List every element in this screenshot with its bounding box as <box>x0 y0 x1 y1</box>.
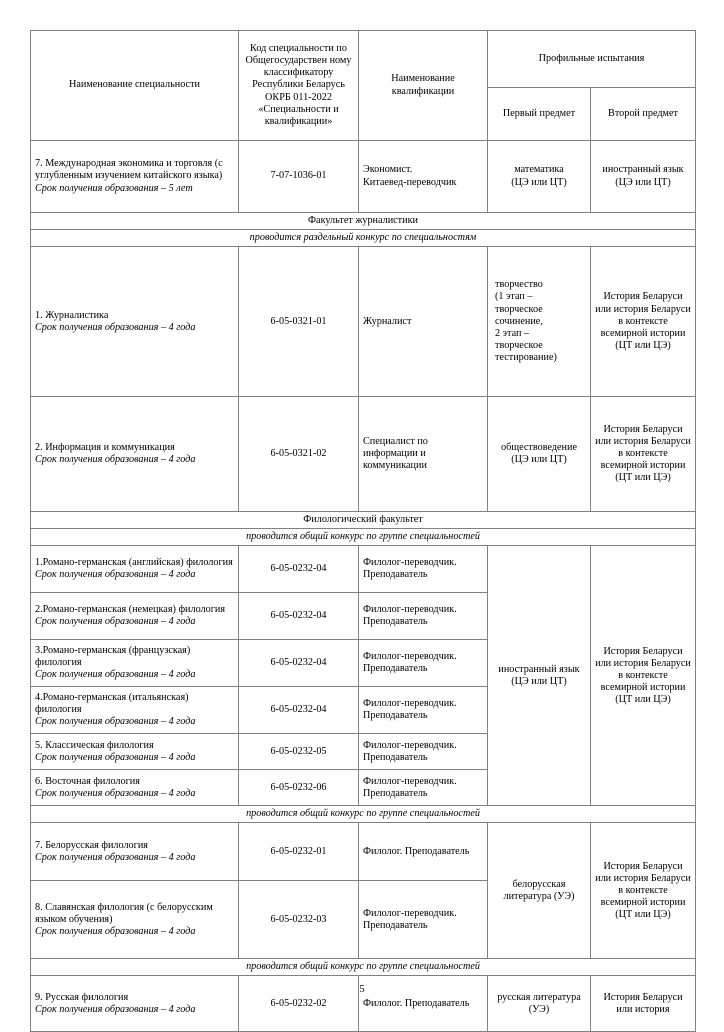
specialty-code-cell: 6-05-0321-02 <box>239 397 359 512</box>
table-row <box>31 546 696 593</box>
header-row-1 <box>31 31 696 88</box>
specialty-code-cell: 6-05-0232-04 <box>239 640 359 687</box>
specialty-name: 8. Славянская филология (с белорусским языком обучения) <box>35 901 213 925</box>
header-second-subject: Второй предмет <box>591 88 696 141</box>
second-subject-cell: История Беларуси или история <box>591 976 696 1032</box>
specialty-code-cell: 6-05-0232-03 <box>239 881 359 959</box>
specialty-cell <box>31 247 239 397</box>
faculty-title: Факультет журналистики <box>31 213 696 230</box>
first-subject-cell: иностранный язык (ЦЭ или ЦТ) <box>488 546 591 806</box>
specialty-name: 1. Журналистика <box>35 309 109 321</box>
faculty-header-row <box>31 512 696 529</box>
specialty-name: 6. Восточная филология <box>35 775 140 787</box>
specialty-code-cell: 6-05-0232-01 <box>239 823 359 881</box>
specialty-name: 7. Международная экономика и торговля (с углубленным изучением китайского языка) <box>35 158 223 182</box>
qualification-cell: Филолог-переводчик. Преподаватель <box>359 640 488 687</box>
faculty-header-row <box>31 213 696 230</box>
table-row <box>31 397 696 512</box>
first-subject-cell: обществоведение (ЦЭ или ЦТ) <box>488 397 591 512</box>
specialty-term: Срок получения образования – 4 года <box>35 616 196 628</box>
table-row <box>31 141 696 213</box>
specialty-term: Срок получения образования – 4 года <box>35 569 196 581</box>
specialty-term: Срок получения образования – 4 года <box>35 787 196 799</box>
faculty-title: Филологический факультет <box>31 512 696 529</box>
specialty-code-cell: 6-05-0321-01 <box>239 247 359 397</box>
contest-note: проводится общий конкурс по группе специальностей <box>31 529 696 546</box>
specialty-name: 7. Белорусская филология <box>35 839 148 851</box>
specialty-term: Срок получения образования – 5 лет <box>35 182 193 194</box>
specialty-name: 2.Романо-германская (немецкая) филология <box>35 604 226 616</box>
qualification-cell: Филолог-переводчик. Преподаватель <box>359 593 488 640</box>
table-row <box>31 247 696 397</box>
second-subject-cell: История Беларуси или история Беларуси в контексте всемирной истории (ЦТ или ЦЭ) <box>591 247 696 397</box>
contest-note-row <box>31 230 696 247</box>
specialty-name: 1.Романо-германская (английская) филология <box>35 557 233 569</box>
specialty-term: Срок получения образования – 4 года <box>35 851 196 863</box>
specialty-term: Срок получения образования – 4 года <box>35 716 196 728</box>
header-specialty-code: Код специальности по Общегосударствен ному классификатору Республики Беларусь ОКРБ 011-2022 «Специальности и квалификации» <box>239 31 359 141</box>
qualification-cell: Филолог-переводчик. Преподаватель <box>359 881 488 959</box>
qualification-cell: Филолог. Преподаватель <box>359 823 488 881</box>
specialty-code-cell: 6-05-0232-04 <box>239 593 359 640</box>
specialty-cell <box>31 593 239 640</box>
specialty-term: Срок получения образования – 4 года <box>35 321 196 333</box>
admission-specialties-table <box>30 30 696 1032</box>
specialty-term: Срок получения образования – 4 года <box>35 1003 196 1015</box>
contest-note-row <box>31 806 696 823</box>
first-subject-cell: белорусская литература (УЭ) <box>488 823 591 959</box>
qualification-cell: Филолог-переводчик. Преподаватель <box>359 770 488 806</box>
specialty-code-cell: 7-07-1036-01 <box>239 141 359 213</box>
contest-note: проводится общий конкурс по группе специальностей <box>31 959 696 976</box>
first-subject-cell: русская литература (УЭ) <box>488 976 591 1032</box>
specialty-term: Срок получения образования – 4 года <box>35 751 196 763</box>
contest-note-row <box>31 529 696 546</box>
specialty-name: 9. Русская филология <box>35 991 129 1003</box>
contest-note: проводится общий конкурс по группе специальностей <box>31 806 696 823</box>
specialty-cell <box>31 141 239 213</box>
specialty-name: 4.Романо-германская (итальянская) филология <box>35 692 189 716</box>
first-subject-cell: творчество (1 этап – творческое сочинение, 2 этап – творческое тестирование) <box>488 247 591 397</box>
specialty-term: Срок получения образования – 4 года <box>35 925 196 937</box>
qualification-cell: Филолог-переводчик. Преподаватель <box>359 687 488 734</box>
table-row <box>31 823 696 881</box>
specialty-code-cell: 6-05-0232-05 <box>239 734 359 770</box>
second-subject-cell: История Беларуси или история Беларуси в контексте всемирной истории (ЦТ или ЦЭ) <box>591 823 696 959</box>
specialty-code-cell: 6-05-0232-04 <box>239 546 359 593</box>
specialty-cell <box>31 881 239 959</box>
specialty-cell <box>31 823 239 881</box>
specialty-name: 5. Классическая филология <box>35 739 154 751</box>
first-subject-cell: математика (ЦЭ или ЦТ) <box>488 141 591 213</box>
header-specialty-name: Наименование специальности <box>31 31 239 141</box>
second-subject-cell: История Беларуси или история Беларуси в контексте всемирной истории (ЦТ или ЦЭ) <box>591 397 696 512</box>
qualification-cell: Журналист <box>359 247 488 397</box>
specialty-cell <box>31 734 239 770</box>
qualification-cell: Филолог-переводчик. Преподаватель <box>359 734 488 770</box>
specialty-code-cell: 6-05-0232-02 <box>239 976 359 1032</box>
header-profile-tests: Профильные испытания <box>488 31 696 88</box>
specialty-cell <box>31 397 239 512</box>
qualification-cell: Экономист. Китаевед‑переводчик <box>359 141 488 213</box>
second-subject-cell: иностранный язык (ЦЭ или ЦТ) <box>591 141 696 213</box>
specialty-code-cell: 6-05-0232-06 <box>239 770 359 806</box>
table-body <box>31 141 696 1032</box>
contest-note: проводится раздельный конкурс по специальностям <box>31 230 696 247</box>
specialty-cell <box>31 770 239 806</box>
specialty-cell <box>31 640 239 687</box>
second-subject-cell: История Беларуси или история Беларуси в контексте всемирной истории (ЦТ или ЦЭ) <box>591 546 696 806</box>
page-number: 5 <box>359 984 365 995</box>
specialty-name: 2. Информация и коммуникация <box>35 442 175 454</box>
header-qualification-name: Наименование квалификации <box>359 31 488 141</box>
qualification-cell: Филолог. Преподаватель <box>359 976 488 1032</box>
specialty-term: Срок получения образования – 4 года <box>35 669 196 681</box>
header-first-subject: Первый предмет <box>488 88 591 141</box>
specialty-code-cell: 6-05-0232-04 <box>239 687 359 734</box>
specialty-name: 3.Романо-германская (французская) филология <box>35 645 191 669</box>
specialty-cell <box>31 687 239 734</box>
table-header <box>31 31 696 141</box>
specialty-cell <box>31 546 239 593</box>
contest-note-row <box>31 959 696 976</box>
specialty-term: Срок получения образования – 4 года <box>35 454 196 466</box>
qualification-cell: Специалист по информации и коммуникации <box>359 397 488 512</box>
qualification-cell: Филолог-переводчик. Преподаватель <box>359 546 488 593</box>
